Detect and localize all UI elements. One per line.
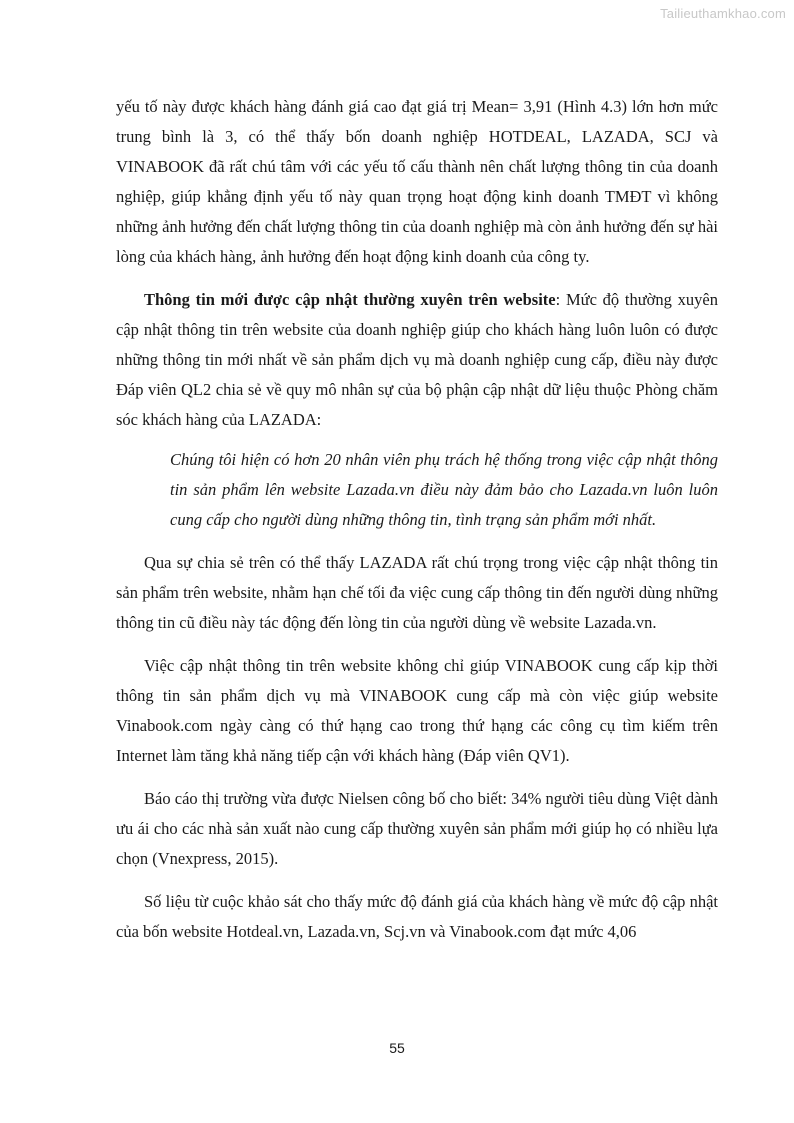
paragraph-5: Báo cáo thị trường vừa được Nielsen công bố cho biết: 34% người tiêu dùng Việt dành ưu ái cho các nhà sản xuất nào cung cấp thường xuyên sản phẩm mới giúp họ có nhiều lựa chọn (Vnexpress, 2015).: [116, 789, 718, 868]
paragraph-6: Số liệu từ cuộc khảo sát cho thấy mức độ đánh giá của khách hàng về mức độ cập nhật của bốn website Hotdeal.vn, Lazada.vn, Scj.vn và Vinabook.com đạt mức 4,06: [116, 892, 718, 941]
page-number: 55: [389, 1040, 405, 1056]
paragraph-1: yếu tố này được khách hàng đánh giá cao đạt giá trị Mean= 3,91 (Hình 4.3) lớn hơn mức trung bình là 3, có thể thấy bốn doanh nghiệp HOTDEAL, LAZADA, SCJ và VINABOOK đã rất chú tâm với các yếu tố cấu thành nên chất lượng thông tin của doanh nghiệp, giúp khẳng định yếu tố này quan trọng hoạt động kinh doanh TMĐT vì không những ảnh hưởng đến chất lượng thông tin của doanh nghiệp mà còn ảnh hưởng đến sự hài lòng của khách hàng, ảnh hưởng đến hoạt động kinh doanh của công ty.: [116, 97, 718, 266]
paragraph-4: Việc cập nhật thông tin trên website không chỉ giúp VINABOOK cung cấp kịp thời thông tin sản phẩm dịch vụ mà VINABOOK cung cấp mà còn việc giúp website Vinabook.com ngày càng có thứ hạng cao trong thứ hạng các công cụ tìm kiếm trên Internet làm tăng khả năng tiếp cận với khách hàng (Đáp viên QV1).: [116, 656, 718, 765]
watermark-text: Tailieuthamkhao.com: [660, 6, 786, 21]
paragraph-2-heading: Thông tin mới được cập nhật thường xuyên trên website: [144, 290, 556, 309]
paragraph-2: [116, 285, 718, 435]
paragraph-2-body: : Mức độ thường xuyên cập nhật thông tin trên website của doanh nghiệp giúp cho khách hàng luôn luôn có được những thông tin mới nhất về sản phẩm dịch vụ mà doanh nghiệp cung cấp, điều này được Đáp viên QL2 chia sẻ về quy mô nhân sự của bộ phận cập nhật dữ liệu thuộc Phòng chăm sóc khách hàng của LAZADA:: [116, 290, 718, 429]
interview-quote: Chúng tôi hiện có hơn 20 nhân viên phụ trách hệ thống trong việc cập nhật thông tin sản phẩm lên website Lazada.vn điều này đảm bảo cho Lazada.vn luôn luôn cung cấp cho người dùng những thông tin, tình trạng sản phẩm mới nhất.: [170, 450, 718, 529]
document-page-body: [116, 92, 718, 947]
paragraph-3: Qua sự chia sẻ trên có thể thấy LAZADA rất chú trọng trong việc cập nhật thông tin sản phẩm trên website, nhằm hạn chế tối đa việc cung cấp thông tin đến người dùng những thông tin cũ điều này tác động đến lòng tin của người dùng về website Lazada.vn.: [116, 553, 718, 632]
